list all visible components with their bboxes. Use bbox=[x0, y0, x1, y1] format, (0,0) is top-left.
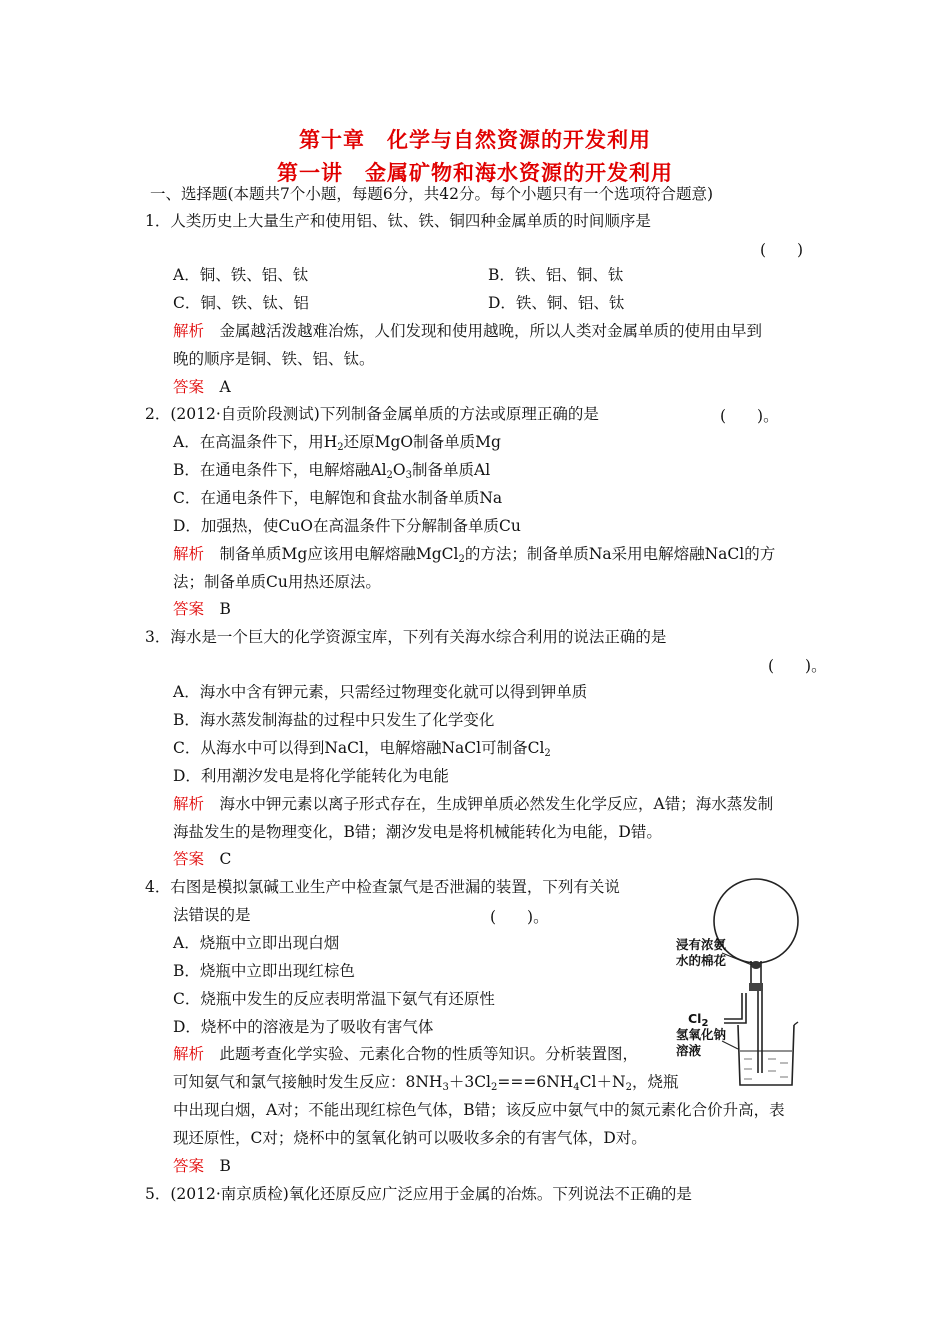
answer-label: 答案 bbox=[173, 850, 205, 868]
q4-analysis-line-4: 现还原性，C对；烧杯中的氢氧化钠可以吸收多余的有害气体，D对。 bbox=[173, 1129, 647, 1147]
cotton-plug bbox=[751, 961, 761, 969]
q4-analysis-text: Cl＋N bbox=[579, 1073, 626, 1091]
q4-analysis-line-3: 中出现白烟，A对；不能出现红棕色气体，B错；该反应中氨气中的氮元素化合价升高，表 bbox=[173, 1101, 785, 1119]
analysis-label: 解析 bbox=[173, 545, 205, 563]
answer-label: 答案 bbox=[173, 600, 205, 618]
naoh-label-line-2: 溶液 bbox=[676, 1043, 702, 1058]
cotton-label-line-2: 水的棉花 bbox=[676, 953, 727, 968]
q4-option-d: D．烧杯中的溶液是为了吸收有害气体 bbox=[173, 1018, 434, 1036]
q3-option-c-text: C．从海水中可以得到NaCl，电解熔融NaCl可制备Cl bbox=[173, 739, 545, 757]
subscript: 2 bbox=[337, 442, 344, 453]
q2-stem: 2．(2012·自贡阶段测试)下列制备金属单质的方法或原理正确的是 bbox=[145, 405, 599, 423]
q4-analysis-text-1: 此题考查化学实验、元素化合物的性质等知识。分析装置图， bbox=[219, 1045, 639, 1063]
q4-answer-bracket: ( )。 bbox=[490, 908, 549, 926]
q3-option-b: B．海水蒸发制海盐的过程中只发生了化学变化 bbox=[173, 711, 495, 729]
q3-option-c bbox=[173, 738, 551, 764]
q3-answer-line bbox=[173, 849, 231, 869]
q1-option-a: A．铜、铁、铝、钛 bbox=[173, 266, 309, 284]
q3-option-a: A．海水中含有钾元素，只需经过物理变化就可以得到钾单质 bbox=[173, 683, 588, 701]
naoh-label-line-1: 氢氧化钠 bbox=[676, 1027, 727, 1042]
chlorine-inlet-tube bbox=[724, 993, 742, 1019]
cotton-leader bbox=[722, 953, 752, 965]
q2-option-b bbox=[173, 460, 490, 486]
q2-option-c: C．在通电条件下，电解饱和食盐水制备单质Na bbox=[173, 489, 503, 507]
q5-stem: 5．(2012·南京质检)氧化还原反应广泛应用于金属的冶炼。下列说法不正确的是 bbox=[145, 1185, 692, 1203]
analysis-label: 解析 bbox=[173, 322, 205, 340]
subscript: 2 bbox=[491, 1082, 498, 1093]
q2-option-b-text-mid: O bbox=[392, 461, 406, 479]
section-header: 一、选择题(本题共7个小题，每题6分，共42分。每个小题只有一个选项符合题意) bbox=[150, 185, 714, 203]
q1-stem: 1．人类历史上大量生产和使用铝、钛、铁、铜四种金属单质的时间顺序是 bbox=[145, 212, 651, 230]
q4-answer-line bbox=[173, 1156, 231, 1176]
q1-answer-bracket: ( ) bbox=[760, 241, 804, 259]
q2-analysis-line-2: 法；制备单质Cu用热还原法。 bbox=[173, 573, 381, 591]
stopper bbox=[749, 983, 763, 991]
q1-option-d: D．铁、铜、铝、钛 bbox=[488, 294, 625, 312]
subscript: 2 bbox=[544, 748, 551, 759]
q3-answer: C bbox=[219, 850, 232, 868]
flask-bulb bbox=[714, 879, 798, 963]
q4-option-b: B．烧瓶中立即出现红棕色 bbox=[173, 962, 355, 980]
q2-option-a-text-end: 还原MgO制备单质Mg bbox=[343, 433, 501, 451]
q1-answer: A bbox=[219, 378, 231, 396]
q4-analysis-line-2 bbox=[173, 1072, 678, 1098]
q1-analysis-line-2: 晚的顺序是铜、铁、铝、钛。 bbox=[173, 350, 375, 368]
q2-option-a-text: A．在高温条件下，用H bbox=[173, 433, 338, 451]
apparatus-drawing bbox=[672, 873, 822, 1093]
apparatus-diagram bbox=[672, 873, 822, 1093]
q4-analysis-text: ＋3Cl bbox=[448, 1073, 492, 1091]
subscript: 4 bbox=[573, 1082, 580, 1093]
subscript: 2 bbox=[458, 554, 465, 565]
q1-analysis-text-1: 金属越活泼越难冶炼，人们发现和使用越晚，所以人类对金属单质的使用由早到 bbox=[219, 322, 763, 340]
q4-stem-line-2: 法错误的是 bbox=[173, 906, 251, 924]
cotton-label-line-1: 浸有浓氨 bbox=[676, 937, 727, 952]
answer-label: 答案 bbox=[173, 378, 205, 396]
q3-analysis-text-1: 海水中钾元素以离子形式存在，生成钾单质必然发生化学反应，A错；海水蒸发制 bbox=[219, 795, 774, 813]
subscript: 2 bbox=[701, 1018, 709, 1029]
q3-option-d: D．利用潮汐发电是将化学能转化为电能 bbox=[173, 767, 449, 785]
lesson-title: 第一讲 金属矿物和海水资源的开发利用 bbox=[277, 160, 673, 185]
q2-option-d: D．加强热，使CuO在高温条件下分解制备单质Cu bbox=[173, 517, 521, 535]
q2-analysis-line-1 bbox=[173, 544, 775, 570]
q2-answer-line bbox=[173, 599, 231, 619]
analysis-label: 解析 bbox=[173, 795, 205, 813]
q4-analysis-text: ，烧瓶 bbox=[631, 1073, 679, 1091]
q2-option-a bbox=[173, 432, 501, 458]
q3-stem: 3．海水是一个巨大的化学资源宝库，下列有关海水综合利用的说法正确的是 bbox=[145, 628, 667, 646]
beaker-lip bbox=[794, 1022, 798, 1025]
subscript: 3 bbox=[405, 470, 413, 481]
q2-answer-bracket: ( )。 bbox=[720, 407, 779, 425]
chlorine-label-text: Cl bbox=[688, 1011, 702, 1026]
q4-option-c: C．烧瓶中发生的反应表明常温下氨气有还原性 bbox=[173, 990, 495, 1008]
solution-hatching bbox=[744, 1059, 788, 1079]
q1-option-c: C．铜、铁、钛、铝 bbox=[173, 294, 309, 312]
q2-analysis-text-end: 的方法；制备单质Na采用电解熔融NaCl的方 bbox=[464, 545, 776, 563]
beaker bbox=[738, 1025, 794, 1085]
q4-stem-line-1: 4．右图是模拟氯碱工业生产中检查氯气是否泄漏的装置，下列有关说 bbox=[145, 878, 620, 896]
q4-analysis-line-1 bbox=[173, 1044, 638, 1064]
q4-analysis-text: 可知氨气和氯气接触时发生反应：8NH bbox=[173, 1073, 443, 1091]
analysis-label: 解析 bbox=[173, 1045, 205, 1063]
subscript: 2 bbox=[625, 1082, 632, 1093]
q1-analysis-line-1 bbox=[173, 321, 762, 341]
q4-option-a: A．烧瓶中立即出现白烟 bbox=[173, 934, 340, 952]
q2-answer: B bbox=[219, 600, 231, 618]
subscript: 2 bbox=[386, 470, 393, 481]
answer-label: 答案 bbox=[173, 1157, 205, 1175]
q4-answer: B bbox=[219, 1157, 231, 1175]
q4-analysis-text: ===6NH bbox=[497, 1073, 574, 1091]
subscript: 3 bbox=[442, 1082, 449, 1093]
q3-answer-bracket: ( )。 bbox=[768, 657, 827, 675]
q1-answer-line bbox=[173, 377, 231, 397]
q2-option-b-text-end: 制备单质Al bbox=[412, 461, 491, 479]
chapter-title: 第十章 化学与自然资源的开发利用 bbox=[299, 127, 651, 152]
q3-analysis-line-2: 海盐发生的是物理变化，B错；潮汐发电是将机械能转化为电能，D错。 bbox=[173, 823, 662, 841]
q1-option-b: B．铁、铝、铜、钛 bbox=[488, 266, 624, 284]
q2-analysis-text: 制备单质Mg应该用电解熔融MgCl bbox=[219, 545, 459, 563]
q2-option-b-text: B．在通电条件下，电解熔融Al bbox=[173, 461, 387, 479]
q3-analysis-line-1 bbox=[173, 794, 773, 814]
